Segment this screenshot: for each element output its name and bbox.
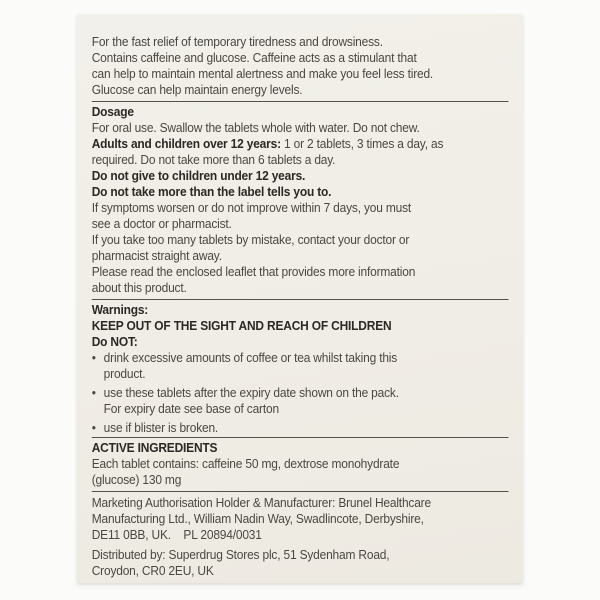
dosage-line: If symptoms worsen or do not improve within 7 days, you must (91, 200, 412, 215)
intro-section (92, 34, 488, 98)
section-divider (92, 437, 509, 438)
dosage-adults-rest: 1 or 2 tablets, 3 times a day, as (280, 136, 444, 151)
keep-out-warning: KEEP OUT OF THE SIGHT AND REACH OF CHILDREN (91, 318, 392, 333)
bullet-icon: • (91, 420, 96, 435)
bullet-text (104, 420, 218, 436)
dosage-section (92, 104, 488, 296)
active-ingredients-line: (glucose) 130 mg (91, 472, 182, 487)
distributor-section (92, 547, 488, 579)
manufacturer-line: Manufacturing Ltd., William Nadin Way, Swadlincote, Derbyshire, (91, 511, 424, 526)
dosage-line: pharmacist straight away. (91, 248, 222, 263)
dosage-warning-label: Do not take more than the label tells you to. (91, 184, 332, 199)
dosage-warning-children: Do not give to children under 12 years. (91, 168, 306, 183)
bullet-text (104, 385, 399, 417)
bullet-line: use if blister is broken. (103, 420, 219, 435)
section-divider (92, 299, 509, 300)
bullet-line: For expiry date see base of carton (103, 401, 279, 416)
manufacturer-section (92, 495, 488, 543)
dosage-line: required. Do not take more than 6 tablets a day. (91, 152, 336, 167)
warnings-bullet-list (92, 350, 488, 436)
section-divider (92, 101, 509, 102)
dosage-line: For oral use. Swallow the tablets whole with water. Do not chew. (91, 120, 420, 135)
manufacturer-line: Marketing Authorisation Holder & Manufacturer: Brunel Healthcare (91, 495, 431, 510)
active-ingredients-section (92, 440, 488, 488)
bullet-line: product. (103, 366, 146, 381)
bullet-item (92, 350, 488, 382)
dosage-adults-bold: Adults and children over 12 years: (91, 136, 281, 151)
dosage-line: Please read the enclosed leaflet that provides more information (91, 264, 416, 279)
warnings-heading: Warnings: (91, 302, 149, 317)
intro-line: Glucose can help maintain energy levels. (91, 82, 303, 97)
bullet-line: drink excessive amounts of coffee or tea whilst taking this (103, 350, 398, 365)
bullet-item (92, 385, 488, 417)
intro-line: For the fast relief of temporary tiredness and drowsiness. (91, 34, 383, 49)
do-not-heading: Do NOT: (91, 334, 138, 349)
distributor-line: Distributed by: Superdrug Stores plc, 51 Sydenham Road, (91, 547, 390, 562)
intro-line: can help to maintain mental alertness and make you feel less tired. (91, 66, 434, 81)
bullet-line: use these tablets after the expiry date shown on the pack. (103, 385, 399, 400)
section-divider (92, 491, 509, 492)
bullet-item (92, 420, 488, 436)
medicine-box-back-panel (77, 14, 523, 583)
dosage-line: see a doctor or pharmacist. (91, 216, 232, 231)
intro-line: Contains caffeine and glucose. Caffeine acts as a stimulant that (91, 50, 417, 65)
manufacturer-line: DE11 0BB, UK. PL 20894/0031 (91, 527, 262, 542)
active-ingredients-line: Each tablet contains: caffeine 50 mg, dextrose monohydrate (91, 456, 400, 471)
dosage-line (92, 136, 488, 152)
bullet-icon: • (91, 350, 96, 365)
bullet-icon: • (91, 385, 96, 400)
warnings-section (92, 302, 488, 436)
dosage-line: about this product. (91, 280, 187, 295)
label-content (77, 14, 487, 579)
dosage-line: If you take too many tablets by mistake, contact your doctor or (91, 232, 410, 247)
distributor-line: Croydon, CR0 2EU, UK (91, 563, 214, 578)
dosage-heading: Dosage (91, 104, 134, 119)
bullet-text (104, 350, 397, 382)
active-ingredients-heading: ACTIVE INGREDIENTS (91, 440, 218, 455)
